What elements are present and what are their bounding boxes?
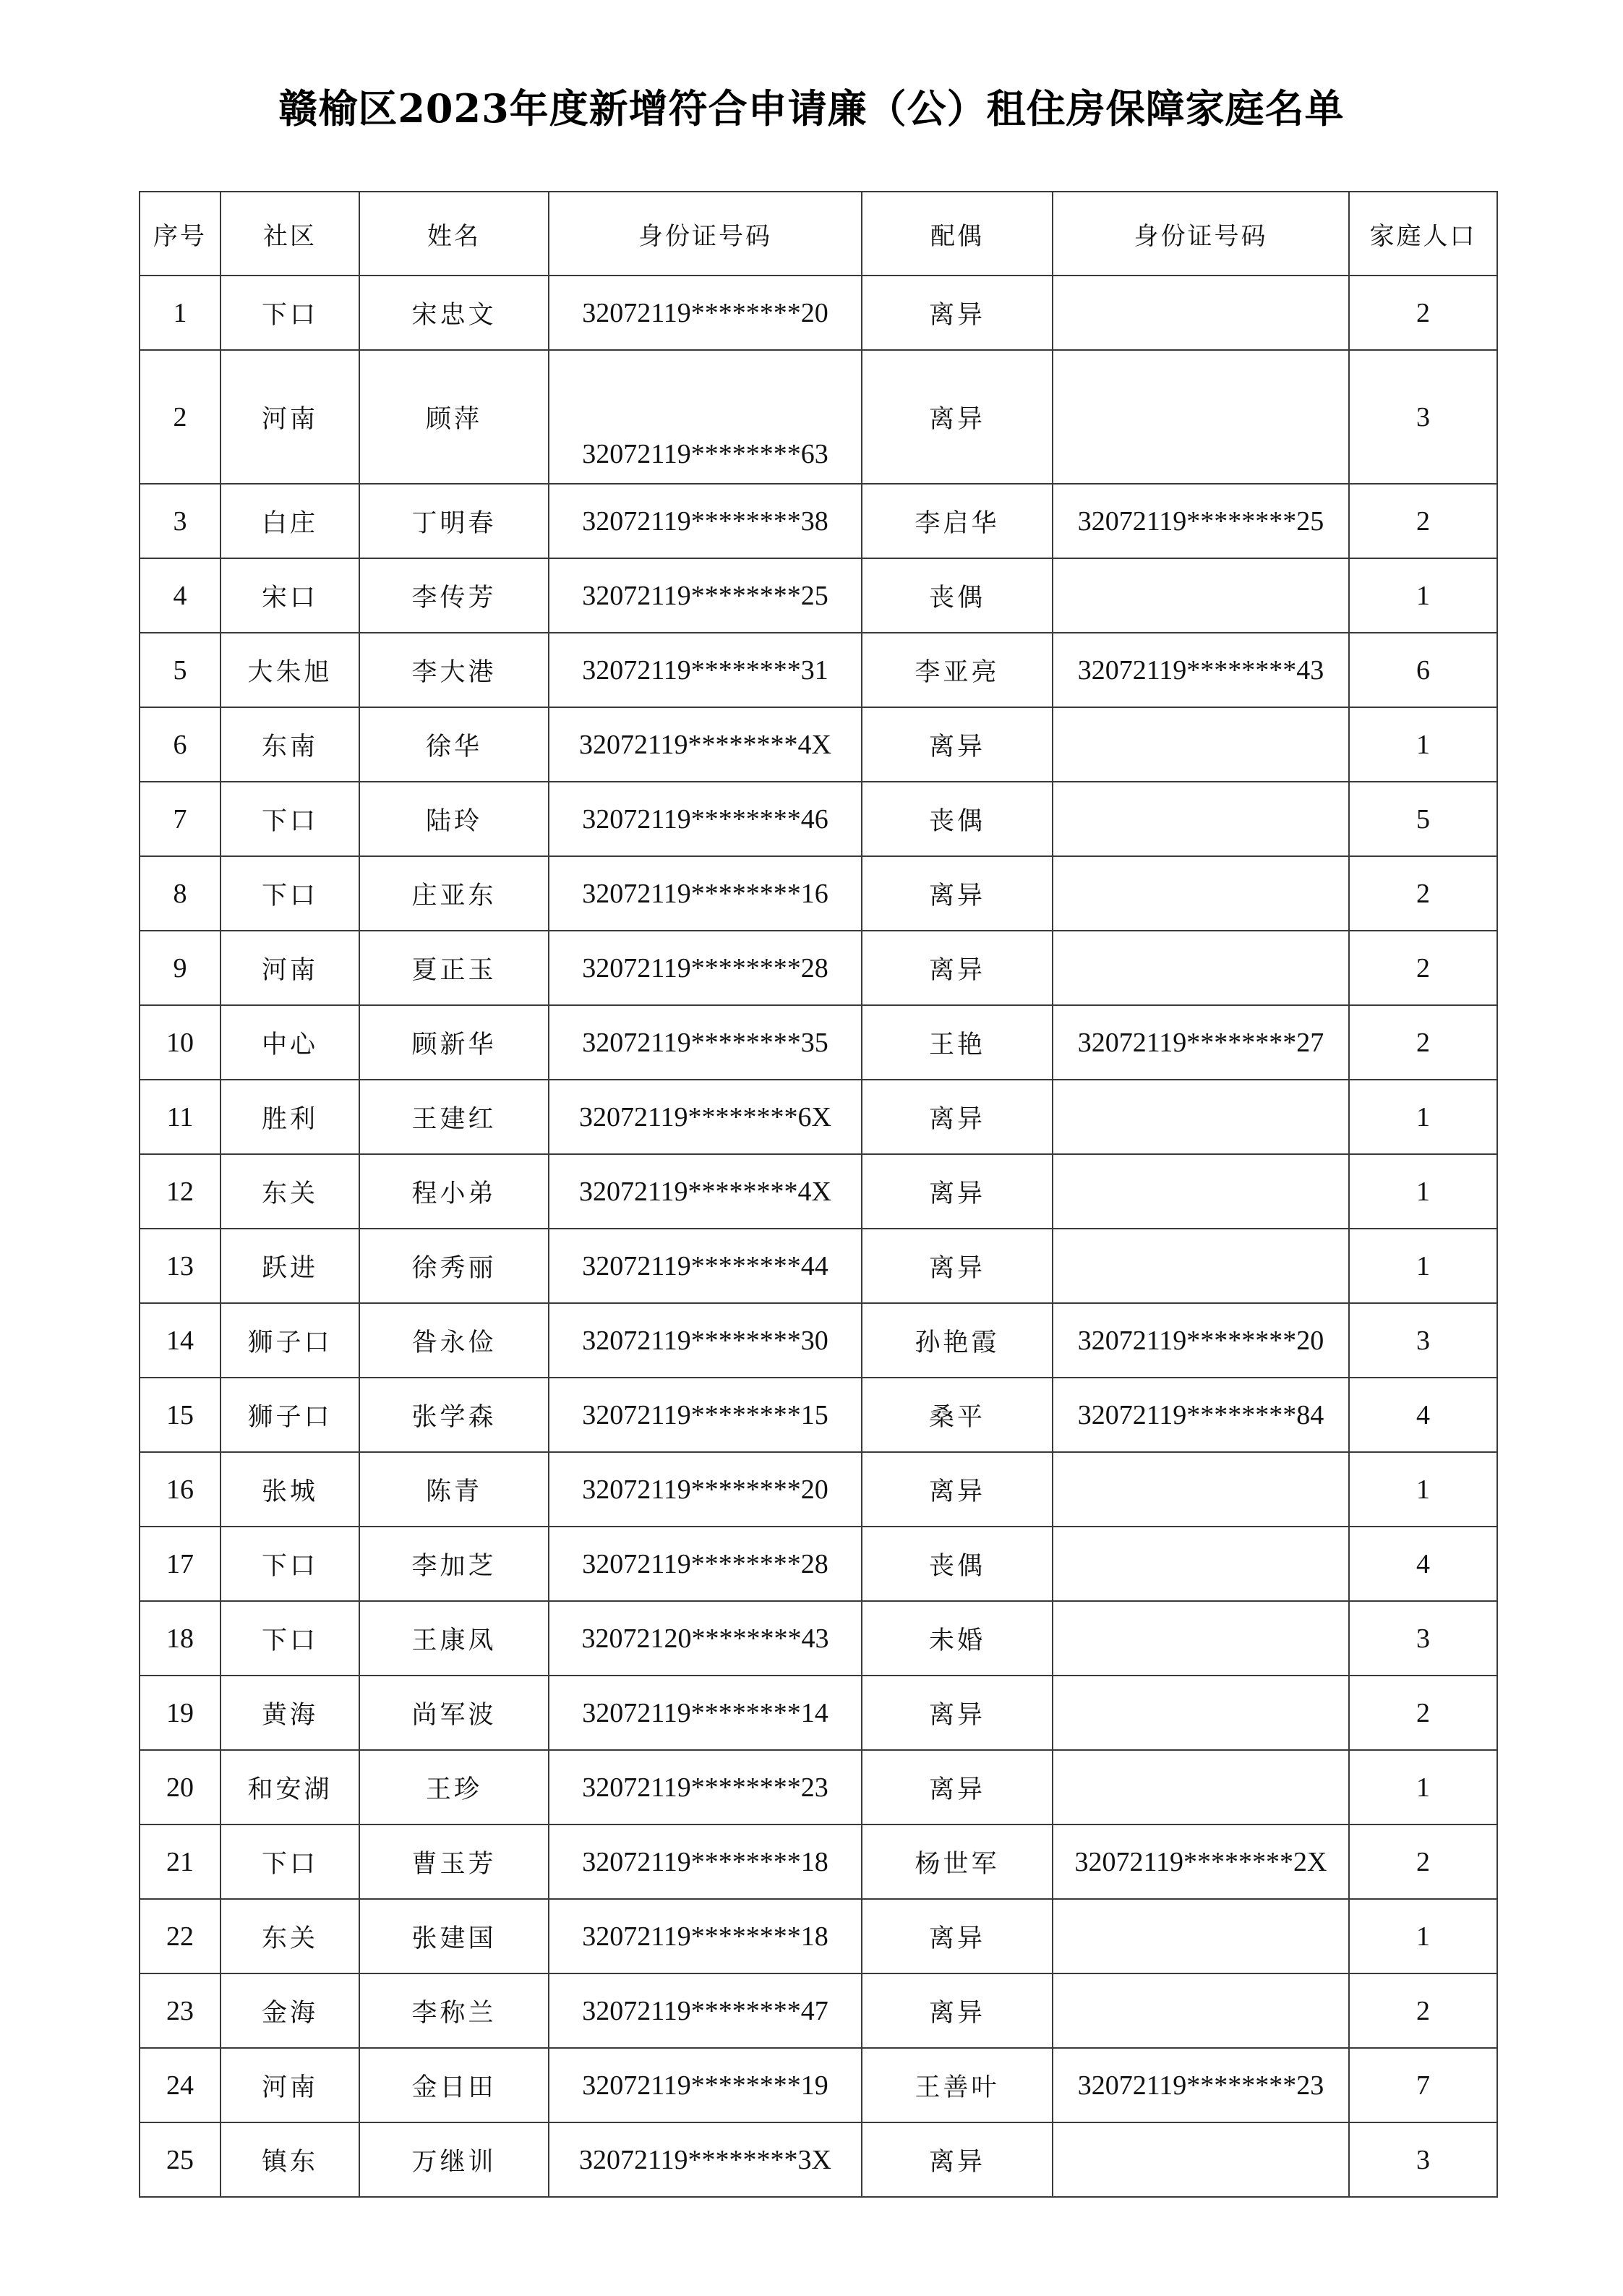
header-name: 姓名 bbox=[359, 192, 549, 276]
cell-community: 黄海 bbox=[220, 1676, 359, 1750]
cell-name: 庄亚东 bbox=[359, 856, 549, 931]
cell-serial: 22 bbox=[140, 1899, 220, 1973]
cell-community: 张城 bbox=[220, 1452, 359, 1527]
cell-name: 王康凤 bbox=[359, 1601, 549, 1676]
cell-community: 下口 bbox=[220, 1527, 359, 1601]
cell-spouse-id-number bbox=[1053, 782, 1349, 856]
cell-family-size: 1 bbox=[1349, 1899, 1497, 1973]
cell-spouse-id-number bbox=[1053, 1080, 1349, 1154]
cell-name: 曹玉芳 bbox=[359, 1825, 549, 1899]
cell-serial: 24 bbox=[140, 2048, 220, 2122]
table-row bbox=[140, 707, 1497, 782]
cell-family-size: 2 bbox=[1349, 1005, 1497, 1080]
cell-family-size: 1 bbox=[1349, 1750, 1497, 1825]
table-row bbox=[140, 1452, 1497, 1527]
table-row bbox=[140, 484, 1497, 558]
cell-spouse-id-number bbox=[1053, 1452, 1349, 1527]
cell-spouse: 丧偶 bbox=[862, 558, 1053, 633]
cell-name: 顾新华 bbox=[359, 1005, 549, 1080]
cell-name: 李传芳 bbox=[359, 558, 549, 633]
cell-spouse: 离异 bbox=[862, 1973, 1053, 2048]
cell-name: 张建国 bbox=[359, 1899, 549, 1973]
cell-serial: 1 bbox=[140, 276, 220, 350]
cell-id-number: 32072119********18 bbox=[549, 1899, 862, 1973]
cell-id-number: 32072119********28 bbox=[549, 1527, 862, 1601]
cell-spouse-id-number bbox=[1053, 558, 1349, 633]
cell-spouse-id-number: 32072119********43 bbox=[1053, 633, 1349, 707]
table-row bbox=[140, 1229, 1497, 1303]
table-row bbox=[140, 1378, 1497, 1452]
cell-name: 程小弟 bbox=[359, 1154, 549, 1229]
cell-community: 河南 bbox=[220, 931, 359, 1005]
cell-spouse-id-number bbox=[1053, 1154, 1349, 1229]
cell-family-size: 4 bbox=[1349, 1378, 1497, 1452]
cell-spouse: 离异 bbox=[862, 1676, 1053, 1750]
header-id-number: 身份证号码 bbox=[549, 192, 862, 276]
cell-spouse: 离异 bbox=[862, 350, 1053, 484]
cell-family-size: 1 bbox=[1349, 1452, 1497, 1527]
cell-id-number: 32072119********30 bbox=[549, 1303, 862, 1378]
cell-family-size: 7 bbox=[1349, 2048, 1497, 2122]
cell-community: 胜利 bbox=[220, 1080, 359, 1154]
cell-family-size: 2 bbox=[1349, 856, 1497, 931]
cell-id-number: 32072119********23 bbox=[549, 1750, 862, 1825]
cell-id-number: 32072119********16 bbox=[549, 856, 862, 931]
cell-community: 下口 bbox=[220, 856, 359, 931]
cell-id-number: 32072120********43 bbox=[549, 1601, 862, 1676]
table-row bbox=[140, 1676, 1497, 1750]
cell-spouse-id-number bbox=[1053, 856, 1349, 931]
cell-family-size: 5 bbox=[1349, 782, 1497, 856]
cell-family-size: 4 bbox=[1349, 1527, 1497, 1601]
cell-id-number: 32072119********4X bbox=[549, 707, 862, 782]
table-row bbox=[140, 1527, 1497, 1601]
cell-serial: 8 bbox=[140, 856, 220, 931]
cell-community: 东关 bbox=[220, 1899, 359, 1973]
cell-spouse: 丧偶 bbox=[862, 1527, 1053, 1601]
cell-spouse-id-number: 32072119********2X bbox=[1053, 1825, 1349, 1899]
cell-spouse-id-number bbox=[1053, 1601, 1349, 1676]
cell-family-size: 3 bbox=[1349, 2122, 1497, 2197]
cell-id-number: 32072119********20 bbox=[549, 276, 862, 350]
table-row bbox=[140, 1601, 1497, 1676]
cell-serial: 23 bbox=[140, 1973, 220, 2048]
cell-spouse-id-number: 32072119********20 bbox=[1053, 1303, 1349, 1378]
cell-spouse: 离异 bbox=[862, 276, 1053, 350]
header-serial: 序号 bbox=[140, 192, 220, 276]
cell-serial: 20 bbox=[140, 1750, 220, 1825]
cell-community: 河南 bbox=[220, 350, 359, 484]
cell-name: 王建红 bbox=[359, 1080, 549, 1154]
cell-serial: 4 bbox=[140, 558, 220, 633]
table-row bbox=[140, 1080, 1497, 1154]
table-header-row bbox=[140, 192, 1497, 276]
cell-community: 镇东 bbox=[220, 2122, 359, 2197]
cell-name: 徐秀丽 bbox=[359, 1229, 549, 1303]
cell-serial: 13 bbox=[140, 1229, 220, 1303]
cell-id-number: 32072119********47 bbox=[549, 1973, 862, 2048]
table-row bbox=[140, 633, 1497, 707]
table-row bbox=[140, 1154, 1497, 1229]
table-body bbox=[140, 276, 1497, 2197]
cell-spouse: 离异 bbox=[862, 856, 1053, 931]
cell-family-size: 3 bbox=[1349, 1601, 1497, 1676]
cell-id-number: 32072119********20 bbox=[549, 1452, 862, 1527]
cell-spouse: 离异 bbox=[862, 1229, 1053, 1303]
cell-serial: 15 bbox=[140, 1378, 220, 1452]
page-title: 赣榆区2023年度新增符合申请廉（公）租住房保障家庭名单 bbox=[278, 85, 1345, 132]
cell-community: 东南 bbox=[220, 707, 359, 782]
header-spouse: 配偶 bbox=[862, 192, 1053, 276]
cell-community: 下口 bbox=[220, 782, 359, 856]
table-row bbox=[140, 2048, 1497, 2122]
cell-spouse-id-number: 32072119********27 bbox=[1053, 1005, 1349, 1080]
cell-community: 狮子口 bbox=[220, 1303, 359, 1378]
cell-spouse-id-number bbox=[1053, 1229, 1349, 1303]
cell-spouse: 离异 bbox=[862, 2122, 1053, 2197]
cell-community: 东关 bbox=[220, 1154, 359, 1229]
header-family-size: 家庭人口 bbox=[1349, 192, 1497, 276]
cell-spouse: 王善叶 bbox=[862, 2048, 1053, 2122]
cell-name: 李称兰 bbox=[359, 1973, 549, 2048]
cell-family-size: 1 bbox=[1349, 558, 1497, 633]
cell-spouse: 李启华 bbox=[862, 484, 1053, 558]
cell-community: 中心 bbox=[220, 1005, 359, 1080]
cell-serial: 16 bbox=[140, 1452, 220, 1527]
cell-serial: 19 bbox=[140, 1676, 220, 1750]
cell-serial: 25 bbox=[140, 2122, 220, 2197]
cell-serial: 3 bbox=[140, 484, 220, 558]
cell-serial: 2 bbox=[140, 350, 220, 484]
cell-id-number: 32072119********28 bbox=[549, 931, 862, 1005]
cell-id-number: 32072119********63 bbox=[549, 350, 862, 484]
cell-spouse-id-number: 32072119********23 bbox=[1053, 2048, 1349, 2122]
cell-name: 昝永俭 bbox=[359, 1303, 549, 1378]
cell-family-size: 1 bbox=[1349, 707, 1497, 782]
cell-id-number: 32072119********38 bbox=[549, 484, 862, 558]
cell-family-size: 2 bbox=[1349, 276, 1497, 350]
cell-spouse-id-number bbox=[1053, 1527, 1349, 1601]
cell-spouse: 离异 bbox=[862, 1080, 1053, 1154]
cell-spouse: 离异 bbox=[862, 1899, 1053, 1973]
cell-family-size: 2 bbox=[1349, 1973, 1497, 2048]
cell-serial: 14 bbox=[140, 1303, 220, 1378]
cell-name: 陆玲 bbox=[359, 782, 549, 856]
cell-family-size: 1 bbox=[1349, 1229, 1497, 1303]
cell-community: 下口 bbox=[220, 1825, 359, 1899]
cell-id-number: 32072119********4X bbox=[549, 1154, 862, 1229]
cell-spouse-id-number bbox=[1053, 931, 1349, 1005]
cell-serial: 18 bbox=[140, 1601, 220, 1676]
cell-serial: 21 bbox=[140, 1825, 220, 1899]
cell-serial: 11 bbox=[140, 1080, 220, 1154]
cell-name: 丁明春 bbox=[359, 484, 549, 558]
cell-spouse-id-number bbox=[1053, 276, 1349, 350]
table-row bbox=[140, 1303, 1497, 1378]
cell-spouse: 离异 bbox=[862, 931, 1053, 1005]
cell-spouse-id-number bbox=[1053, 350, 1349, 484]
cell-id-number: 32072119********19 bbox=[549, 2048, 862, 2122]
cell-name: 陈青 bbox=[359, 1452, 549, 1527]
table-row bbox=[140, 1899, 1497, 1973]
table-row bbox=[140, 1825, 1497, 1899]
cell-name: 夏正玉 bbox=[359, 931, 549, 1005]
cell-family-size: 2 bbox=[1349, 1825, 1497, 1899]
cell-spouse-id-number bbox=[1053, 1973, 1349, 2048]
cell-family-size: 2 bbox=[1349, 1676, 1497, 1750]
table-row bbox=[140, 1973, 1497, 2048]
cell-id-number: 32072119********6X bbox=[549, 1080, 862, 1154]
cell-spouse-id-number: 32072119********84 bbox=[1053, 1378, 1349, 1452]
cell-serial: 6 bbox=[140, 707, 220, 782]
cell-name: 李加芝 bbox=[359, 1527, 549, 1601]
cell-spouse: 未婚 bbox=[862, 1601, 1053, 1676]
cell-name: 李大港 bbox=[359, 633, 549, 707]
cell-spouse: 丧偶 bbox=[862, 782, 1053, 856]
cell-spouse-id-number bbox=[1053, 707, 1349, 782]
cell-name: 宋忠文 bbox=[359, 276, 549, 350]
cell-spouse: 离异 bbox=[862, 1154, 1053, 1229]
cell-id-number: 32072119********3X bbox=[549, 2122, 862, 2197]
cell-spouse-id-number bbox=[1053, 2122, 1349, 2197]
table-row bbox=[140, 931, 1497, 1005]
cell-serial: 9 bbox=[140, 931, 220, 1005]
cell-id-number: 32072119********35 bbox=[549, 1005, 862, 1080]
cell-community: 金海 bbox=[220, 1973, 359, 2048]
cell-name: 王珍 bbox=[359, 1750, 549, 1825]
cell-name: 万继训 bbox=[359, 2122, 549, 2197]
cell-spouse-id-number bbox=[1053, 1676, 1349, 1750]
header-community: 社区 bbox=[220, 192, 359, 276]
cell-spouse-id-number bbox=[1053, 1899, 1349, 1973]
cell-spouse: 离异 bbox=[862, 1750, 1053, 1825]
table-row bbox=[140, 1750, 1497, 1825]
household-table bbox=[139, 191, 1498, 2198]
header-spouse-id-number: 身份证号码 bbox=[1053, 192, 1349, 276]
cell-community: 狮子口 bbox=[220, 1378, 359, 1452]
cell-name: 顾萍 bbox=[359, 350, 549, 484]
cell-community: 下口 bbox=[220, 276, 359, 350]
cell-community: 和安湖 bbox=[220, 1750, 359, 1825]
cell-spouse: 王艳 bbox=[862, 1005, 1053, 1080]
cell-name: 徐华 bbox=[359, 707, 549, 782]
cell-spouse: 杨世军 bbox=[862, 1825, 1053, 1899]
cell-family-size: 1 bbox=[1349, 1154, 1497, 1229]
cell-community: 白庄 bbox=[220, 484, 359, 558]
cell-family-size: 2 bbox=[1349, 931, 1497, 1005]
cell-name: 金日田 bbox=[359, 2048, 549, 2122]
cell-family-size: 1 bbox=[1349, 1080, 1497, 1154]
cell-family-size: 6 bbox=[1349, 633, 1497, 707]
cell-spouse: 桑平 bbox=[862, 1378, 1053, 1452]
table-row bbox=[140, 782, 1497, 856]
cell-name: 尚军波 bbox=[359, 1676, 549, 1750]
cell-community: 跃进 bbox=[220, 1229, 359, 1303]
cell-community: 河南 bbox=[220, 2048, 359, 2122]
cell-family-size: 3 bbox=[1349, 350, 1497, 484]
cell-community: 大朱旭 bbox=[220, 633, 359, 707]
cell-id-number: 32072119********15 bbox=[549, 1378, 862, 1452]
table-row bbox=[140, 1005, 1497, 1080]
cell-family-size: 2 bbox=[1349, 484, 1497, 558]
cell-id-number: 32072119********14 bbox=[549, 1676, 862, 1750]
cell-id-number: 32072119********31 bbox=[549, 633, 862, 707]
cell-serial: 12 bbox=[140, 1154, 220, 1229]
cell-serial: 10 bbox=[140, 1005, 220, 1080]
cell-id-number: 32072119********44 bbox=[549, 1229, 862, 1303]
cell-serial: 5 bbox=[140, 633, 220, 707]
table-row bbox=[140, 558, 1497, 633]
cell-id-number: 32072119********46 bbox=[549, 782, 862, 856]
cell-spouse-id-number bbox=[1053, 1750, 1349, 1825]
table-row bbox=[140, 856, 1497, 931]
table-row bbox=[140, 350, 1497, 484]
cell-id-number: 32072119********18 bbox=[549, 1825, 862, 1899]
cell-community: 下口 bbox=[220, 1601, 359, 1676]
cell-serial: 17 bbox=[140, 1527, 220, 1601]
cell-spouse: 离异 bbox=[862, 707, 1053, 782]
cell-spouse: 孙艳霞 bbox=[862, 1303, 1053, 1378]
table-row bbox=[140, 2122, 1497, 2197]
cell-spouse: 离异 bbox=[862, 1452, 1053, 1527]
cell-spouse: 李亚亮 bbox=[862, 633, 1053, 707]
cell-serial: 7 bbox=[140, 782, 220, 856]
table-row bbox=[140, 276, 1497, 350]
cell-community: 宋口 bbox=[220, 558, 359, 633]
cell-family-size: 3 bbox=[1349, 1303, 1497, 1378]
cell-id-number: 32072119********25 bbox=[549, 558, 862, 633]
cell-name: 张学森 bbox=[359, 1378, 549, 1452]
cell-spouse-id-number: 32072119********25 bbox=[1053, 484, 1349, 558]
